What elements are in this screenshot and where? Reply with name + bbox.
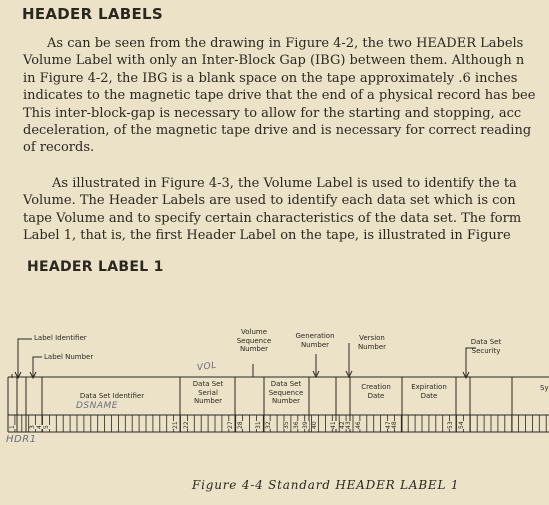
column-number: 40 <box>311 421 318 429</box>
data-set-identifier-field: Data Set Identifier <box>79 392 145 400</box>
column-number: 46 <box>355 421 362 429</box>
column-number: 43 <box>345 421 352 429</box>
label-identifier-callout: Label Identifier <box>34 334 87 342</box>
column-number: 36 <box>293 421 300 429</box>
column-number: 39 <box>302 421 309 429</box>
section-heading: HEADER LABELS <box>22 5 163 23</box>
text-line: As can be seen from the drawing in Figure 4-2, the two HEADER Labels <box>47 36 524 51</box>
handwritten-dsname: DSNAME <box>76 401 118 411</box>
column-number: 32 <box>265 421 272 429</box>
column-number: 5 <box>43 425 50 429</box>
handwritten-hdr1: HDR1 <box>6 434 37 445</box>
text-line: This inter-block-gap is necessary to allow for the starting and stopping, acc <box>23 105 522 121</box>
truncated-field: Sy <box>540 384 549 392</box>
column-number: 28 <box>237 421 244 429</box>
column-number: 53 <box>447 421 454 429</box>
creation-date-field: Creation Date <box>361 383 391 400</box>
column-number: 22 <box>183 421 190 429</box>
column-number: 1 <box>9 425 16 429</box>
data-set-security-callout: Data Set Security <box>470 338 502 355</box>
data-set-serial-number-field: Data Set Serial Number <box>192 380 224 405</box>
header-label-diagram <box>0 322 549 457</box>
paragraph-volume-label <box>23 175 521 245</box>
generation-number-callout: Generation Number <box>295 332 335 349</box>
text-line: deceleration, of the magnetic tape drive and is necessary for correct reading <box>23 123 532 139</box>
expiration-date-field: Expiration Date <box>411 383 447 400</box>
column-number: 31 <box>255 421 262 429</box>
figure-caption: Figure 4-4 Standard HEADER LABEL 1 <box>192 478 460 492</box>
data-set-sequence-number-field: Data Set Sequence Number <box>268 380 304 405</box>
label-number-callout: Label Number <box>44 353 94 361</box>
handwritten-vol: VOL <box>196 360 218 374</box>
column-number: 42 <box>339 421 346 429</box>
column-number: 21 <box>172 421 179 429</box>
column-number: 54 <box>458 421 465 429</box>
text-line: Volume. The Header Labels are used to identify each data set which is con <box>23 193 516 209</box>
column-number: 27 <box>227 421 234 429</box>
version-number-callout: Version Number <box>357 334 387 351</box>
column-number: 48 <box>391 421 398 429</box>
column-number: 41 <box>330 421 337 429</box>
paragraph-ibg <box>23 35 535 157</box>
text-line: of records. <box>23 140 95 156</box>
column-number: 4 <box>36 425 43 429</box>
text-line: in Figure 4-2, the IBG is a blank space on the tape approximately .6 inches <box>23 70 518 86</box>
text-line: indicates to the magnetic tape drive that the end of a physical record has bee <box>23 88 536 104</box>
text-line: Label 1, that is, the first Header Label on the tape, is illustrated in Figure <box>23 228 511 244</box>
column-number: 47 <box>385 421 392 429</box>
text-line: As illustrated in Figure 4-3, the Volume Label is used to identify the ta <box>52 176 517 191</box>
volume-sequence-number-callout: Volume Sequence Number <box>236 328 272 353</box>
column-number: 3 <box>29 425 36 429</box>
column-number: 35 <box>283 421 290 429</box>
text-line: Volume Label with only an Inter-Block Gap (IBG) between them. Although n <box>23 53 525 69</box>
subsection-heading: HEADER LABEL 1 <box>27 259 164 275</box>
text-line: tape Volume and to specify certain characteristics of the data set. The form <box>23 210 522 226</box>
